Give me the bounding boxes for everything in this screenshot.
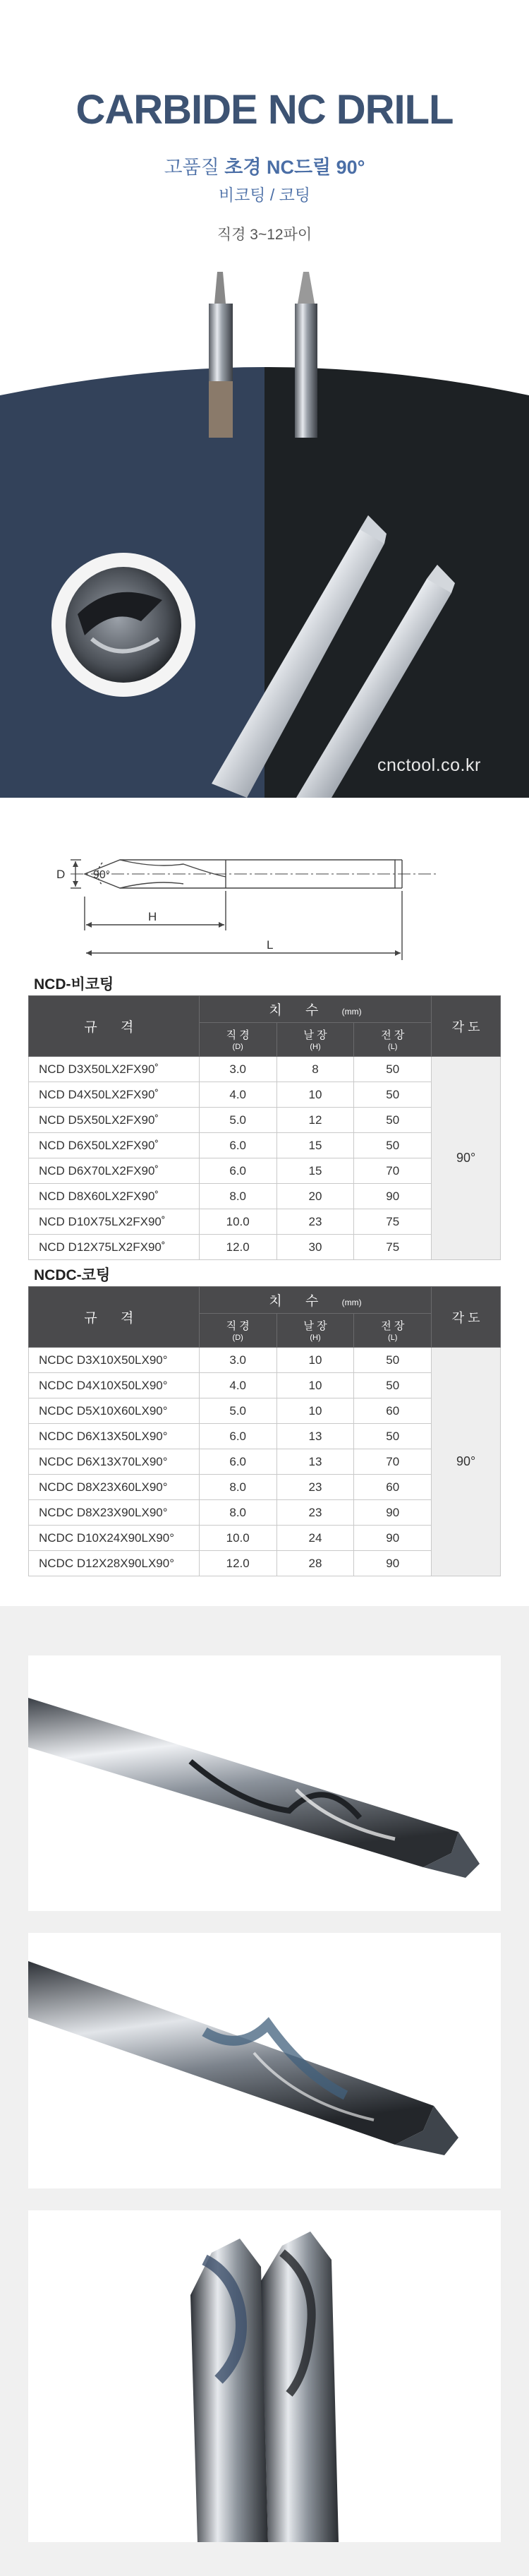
total-length-cell: 60 [354,1475,432,1500]
diameter-cell: 10.0 [199,1209,276,1235]
product-photo-2 [28,1933,501,2188]
table-row [29,1373,501,1398]
hero-banner [0,0,529,798]
table-row [29,1209,501,1235]
drill-photo-1 [28,1655,501,1911]
drill-image-top-left [209,272,233,438]
subtitle-bold: 초경 NC드릴 90° [224,157,365,178]
ncdc-spec-table [28,1286,501,1576]
diameter-cell: 3.0 [199,1057,276,1082]
spec-cell: NCD D10X75LX2FX90˚ [29,1209,200,1235]
table-row [29,1551,501,1576]
page-title: CARBIDE NC DRILL [75,87,454,133]
spec-cell: NCDC D3X10X50LX90° [29,1348,200,1373]
diameter-cell: 3.0 [199,1348,276,1373]
flute-length-cell: 20 [276,1184,354,1209]
flute-length-cell: 10 [276,1082,354,1108]
col-header-spec: 규 격 [29,996,200,1057]
flute-length-cell: 13 [276,1424,354,1449]
total-length-cell: 50 [354,1057,432,1082]
diameter-cell: 5.0 [199,1108,276,1133]
total-length-cell: 75 [354,1209,432,1235]
flute-label: 날 장 [303,1029,327,1041]
col-header-spec: 규 격 [29,1287,200,1348]
spec-cell: NCDC D8X23X60LX90° [29,1475,200,1500]
col-header-total [354,1314,432,1348]
flute-length-cell: 10 [276,1373,354,1398]
table-row [29,1398,501,1424]
flute-length-cell: 15 [276,1158,354,1184]
diameter-range: 직경 3~12파이 [217,227,312,243]
flute-length-cell: 10 [276,1398,354,1424]
spec-cell: NCD D3X50LX2FX90˚ [29,1057,200,1082]
total-length-cell: 50 [354,1133,432,1158]
total-length-cell: 50 [354,1082,432,1108]
table-row [29,1348,501,1373]
flute-symbol: (H) [310,1334,321,1342]
dim-label-angle: 90° [93,869,111,881]
table-row [29,1133,501,1158]
flute-label: 날 장 [303,1320,327,1332]
total-length-cell: 50 [354,1373,432,1398]
col-header-angle: 각 도 [432,996,501,1057]
ncd-section-title: NCD-비코팅 [34,976,114,993]
coating-options: 비코팅 / 코팅 [218,186,311,204]
flute-length-cell: 23 [276,1475,354,1500]
diameter-cell: 4.0 [199,1373,276,1398]
total-length-cell: 60 [354,1398,432,1424]
diameter-cell: 10.0 [199,1526,276,1551]
diameter-cell: 12.0 [199,1235,276,1260]
diameter-cell: 6.0 [199,1424,276,1449]
spec-cell: NCDC D4X10X50LX90° [29,1373,200,1398]
diameter-cell: 8.0 [199,1500,276,1526]
flute-length-cell: 23 [276,1209,354,1235]
total-length-cell: 90 [354,1526,432,1551]
dia-label: 직 경 [226,1029,250,1041]
diameter-cell: 6.0 [199,1449,276,1475]
drill-photo-2 [28,1933,501,2188]
dia-label: 직 경 [226,1320,250,1332]
site-url: cnctool.co.kr [377,755,481,775]
table-row [29,1235,501,1260]
dims-label: 치 수 [269,1294,329,1309]
flute-symbol: (H) [310,1043,321,1051]
spec-cell: NCD D8X60LX2FX90˚ [29,1184,200,1209]
drill-dimension-diagram [42,840,487,967]
col-header-dims [199,1287,431,1314]
drill-photo-3 [28,2210,501,2542]
diameter-cell: 8.0 [199,1475,276,1500]
col-header-angle: 각 도 [432,1287,501,1348]
angle-cell: 90° [432,1348,501,1576]
dim-label-h: H [148,910,157,923]
dia-symbol: (D) [232,1043,243,1051]
dims-unit: (mm) [341,1298,362,1307]
ncdc-section-title: NCDC-코팅 [34,1267,111,1283]
total-length-cell: 50 [354,1424,432,1449]
spec-cell: NCDC D6X13X70LX90° [29,1449,200,1475]
col-header-diameter [199,1314,276,1348]
diameter-cell: 6.0 [199,1158,276,1184]
total-length-cell: 90 [354,1551,432,1576]
table-row [29,1184,501,1209]
ncd-spec-table [28,995,501,1260]
dim-label-l: L [267,938,274,952]
table-row [29,1449,501,1475]
flute-length-cell: 30 [276,1235,354,1260]
spec-cell: NCD D12X75LX2FX90˚ [29,1235,200,1260]
flute-length-cell: 15 [276,1133,354,1158]
spec-cell: NCD D5X50LX2FX90˚ [29,1108,200,1133]
flute-length-cell: 28 [276,1551,354,1576]
total-length-cell: 90 [354,1500,432,1526]
flute-length-cell: 13 [276,1449,354,1475]
diameter-cell: 4.0 [199,1082,276,1108]
angle-cell: 90° [432,1057,501,1260]
total-label: 전 장 [381,1320,405,1332]
total-symbol: (L) [388,1334,398,1342]
total-length-cell: 90 [354,1184,432,1209]
flute-length-cell: 24 [276,1526,354,1551]
col-header-dims [199,996,431,1023]
total-length-cell: 50 [354,1348,432,1373]
total-length-cell: 70 [354,1158,432,1184]
flute-length-cell: 10 [276,1348,354,1373]
total-symbol: (L) [388,1043,398,1051]
drill-face-image [51,553,195,697]
spec-cell: NCD D6X70LX2FX90˚ [29,1158,200,1184]
table-row [29,1158,501,1184]
dims-label: 치 수 [269,1003,329,1018]
total-length-cell: 70 [354,1449,432,1475]
col-header-total [354,1023,432,1057]
flute-length-cell: 23 [276,1500,354,1526]
subtitle-light: 고품질 [164,157,225,178]
col-header-flute [276,1023,354,1057]
dia-symbol: (D) [232,1334,243,1342]
diameter-cell: 6.0 [199,1133,276,1158]
dims-unit: (mm) [341,1007,362,1017]
diameter-cell: 5.0 [199,1398,276,1424]
table-row [29,1057,501,1082]
spec-cell: NCD D6X50LX2FX90˚ [29,1133,200,1158]
drill-image-top-right [295,272,317,438]
table-row [29,1108,501,1133]
table-row [29,1526,501,1551]
product-photo-1 [28,1655,501,1911]
total-label: 전 장 [381,1029,405,1041]
table-row [29,1500,501,1526]
spec-cell: NCDC D5X10X60LX90° [29,1398,200,1424]
spec-cell: NCDC D6X13X50LX90° [29,1424,200,1449]
table-row [29,1424,501,1449]
flute-length-cell: 12 [276,1108,354,1133]
product-subtitle [0,152,529,179]
spec-cell: NCDC D8X23X90LX90° [29,1500,200,1526]
col-header-flute [276,1314,354,1348]
total-length-cell: 50 [354,1108,432,1133]
total-length-cell: 75 [354,1235,432,1260]
diameter-cell: 12.0 [199,1551,276,1576]
diameter-cell: 8.0 [199,1184,276,1209]
table-row [29,1475,501,1500]
col-header-diameter [199,1023,276,1057]
flute-length-cell: 8 [276,1057,354,1082]
spec-cell: NCD D4X50LX2FX90˚ [29,1082,200,1108]
dim-label-d: D [56,868,66,881]
product-photo-3 [28,2210,501,2542]
spec-cell: NCDC D10X24X90LX90° [29,1526,200,1551]
spec-cell: NCDC D12X28X90LX90° [29,1551,200,1576]
table-row [29,1082,501,1108]
